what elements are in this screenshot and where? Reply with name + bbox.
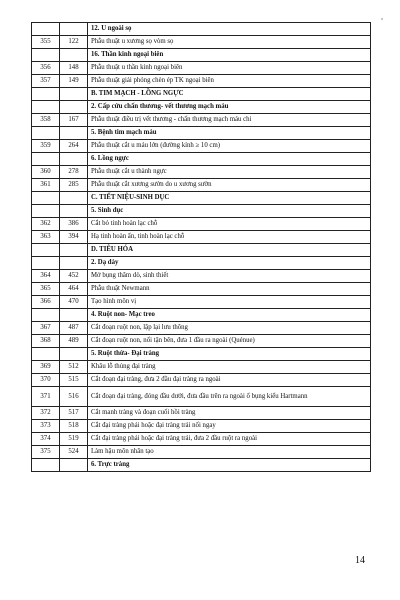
row-number-cell (32, 459, 60, 472)
procedure-name-cell: Làm hậu môn nhân tạo (88, 446, 371, 459)
table-row (32, 361, 371, 374)
section-row (32, 348, 371, 361)
row-number-cell (32, 192, 60, 205)
section-heading-cell: 2. Cấp cứu chấn thương- vết thương mạch máu (88, 101, 371, 114)
section-heading-cell: 4. Ruột non- Mạc treo (88, 309, 371, 322)
procedure-code-cell (60, 348, 88, 361)
row-number-cell: 370 (32, 374, 60, 387)
procedure-table-body (32, 23, 371, 472)
section-row (32, 49, 371, 62)
row-number-cell: 373 (32, 420, 60, 433)
section-heading-cell: 5. Ruột thừa- Đại tràng (88, 348, 371, 361)
procedure-name-cell: Cắt manh tràng và đoạn cuối hồi tràng (88, 407, 371, 420)
procedure-name-cell: Phẫu thuật điều trị vết thương - chấn thương mạch máu chi (88, 114, 371, 127)
procedure-code-cell: 464 (60, 283, 88, 296)
section-heading-cell: 5. Sinh dục (88, 205, 371, 218)
row-number-cell: 365 (32, 283, 60, 296)
procedure-name-cell: Cắt đoạn đại tràng, đưa 2 đầu đại tràng ra ngoài (88, 374, 371, 387)
row-number-cell: 372 (32, 407, 60, 420)
section-heading-cell: C. TIẾT NIỆU-SINH DỤC (88, 192, 371, 205)
procedure-code-cell: 489 (60, 335, 88, 348)
procedure-name-cell: Phẫu thuật u thần kinh ngoại biên (88, 62, 371, 75)
row-number-cell: 362 (32, 218, 60, 231)
row-number-cell (32, 101, 60, 114)
procedure-code-cell: 149 (60, 75, 88, 88)
procedure-code-cell: 517 (60, 407, 88, 420)
procedure-code-cell: 512 (60, 361, 88, 374)
table-row (32, 387, 371, 407)
procedure-code-cell: 278 (60, 166, 88, 179)
procedure-code-cell (60, 49, 88, 62)
row-number-cell: 366 (32, 296, 60, 309)
row-number-cell (32, 348, 60, 361)
procedure-code-cell: 516 (60, 387, 88, 407)
table-row (32, 283, 371, 296)
row-number-cell: 356 (32, 62, 60, 75)
section-heading-cell: 6. Lồng ngực (88, 153, 371, 166)
row-number-cell: 357 (32, 75, 60, 88)
section-row (32, 244, 371, 257)
table-row (32, 322, 371, 335)
row-number-cell: 369 (32, 361, 60, 374)
procedure-name-cell: Mở bụng thăm dò, sinh thiết (88, 270, 371, 283)
row-number-cell (32, 244, 60, 257)
procedure-code-cell (60, 244, 88, 257)
row-number-cell: 364 (32, 270, 60, 283)
section-heading-cell: 2. Dạ dày (88, 257, 371, 270)
section-heading-cell: B. TIM MẠCH - LỒNG NGỰC (88, 88, 371, 101)
section-row (32, 88, 371, 101)
procedure-name-cell: Tạo hình môn vị (88, 296, 371, 309)
procedure-code-cell (60, 23, 88, 36)
page-number: 14 (355, 555, 365, 566)
procedure-code-cell: 148 (60, 62, 88, 75)
table-row (32, 179, 371, 192)
table-row (32, 62, 371, 75)
procedure-code-cell: 470 (60, 296, 88, 309)
section-row (32, 153, 371, 166)
section-heading-cell: 6. Trực tràng (88, 459, 371, 472)
table-row (32, 335, 371, 348)
procedure-name-cell: Phẫu thuật Newmann (88, 283, 371, 296)
row-number-cell: 367 (32, 322, 60, 335)
row-number-cell: 363 (32, 231, 60, 244)
row-number-cell: 361 (32, 179, 60, 192)
row-number-cell (32, 153, 60, 166)
procedure-code-cell: 167 (60, 114, 88, 127)
section-row (32, 257, 371, 270)
procedure-name-cell: Cắt đoạn ruột non, nối tận bên, đưa 1 đầu ra ngoài (Quénue) (88, 335, 371, 348)
row-number-cell (32, 23, 60, 36)
table-row (32, 446, 371, 459)
row-number-cell (32, 127, 60, 140)
table-row (32, 36, 371, 49)
procedure-code-cell: 122 (60, 36, 88, 49)
table-row (32, 296, 371, 309)
procedure-code-cell (60, 459, 88, 472)
procedure-name-cell: Phẫu thuật cắt u máu lớn (đường kính ≥ 10 cm) (88, 140, 371, 153)
procedure-name-cell: Phẫu thuật giải phóng chèn ép TK ngoại biên (88, 75, 371, 88)
row-number-cell: 374 (32, 433, 60, 446)
procedure-code-cell: 519 (60, 433, 88, 446)
procedure-code-cell (60, 127, 88, 140)
table-row (32, 407, 371, 420)
row-number-cell: 371 (32, 387, 60, 407)
section-heading-cell: 16. Thần kinh ngoại biên (88, 49, 371, 62)
section-row (32, 192, 371, 205)
section-row (32, 23, 371, 36)
procedure-code-cell: 386 (60, 218, 88, 231)
section-heading-cell: 5. Bệnh tim mạch máu (88, 127, 371, 140)
procedure-code-cell: 452 (60, 270, 88, 283)
row-number-cell: 375 (32, 446, 60, 459)
procedure-code-cell (60, 153, 88, 166)
row-number-cell (32, 309, 60, 322)
procedure-name-cell: Cắt đại tràng phải hoặc đại tràng trái nối ngay (88, 420, 371, 433)
procedure-code-cell: 518 (60, 420, 88, 433)
table-row (32, 166, 371, 179)
table-row (32, 114, 371, 127)
row-number-cell: 368 (32, 335, 60, 348)
procedure-name-cell: Cắt đoạn đại tràng, đóng đầu dưới, đưa đầu trên ra ngoài ổ bụng kiểu Hartmann (88, 387, 371, 407)
procedure-name-cell: Phẫu thuật cắt xương sườn do u xương sườn (88, 179, 371, 192)
procedure-code-cell (60, 101, 88, 114)
procedure-name-cell: Phẫu thuật u xương sọ vòm sọ (88, 36, 371, 49)
section-row (32, 459, 371, 472)
section-row (32, 127, 371, 140)
procedure-code-cell: 394 (60, 231, 88, 244)
table-row (32, 374, 371, 387)
table-row (32, 433, 371, 446)
procedure-name-cell: Cắt bỏ tinh hoàn lạc chỗ (88, 218, 371, 231)
procedure-name-cell: Cắt đoạn ruột non, lập lại lưu thông (88, 322, 371, 335)
section-row (32, 101, 371, 114)
row-number-cell (32, 88, 60, 101)
row-number-cell: 359 (32, 140, 60, 153)
procedure-code-cell (60, 88, 88, 101)
table-row (32, 75, 371, 88)
section-row (32, 205, 371, 218)
section-row (32, 309, 371, 322)
procedure-code-cell (60, 309, 88, 322)
table-row (32, 218, 371, 231)
row-number-cell: 358 (32, 114, 60, 127)
procedure-code-cell: 524 (60, 446, 88, 459)
table-row (32, 140, 371, 153)
procedure-code-cell (60, 205, 88, 218)
procedure-name-cell: Cắt đại tràng phải hoặc đại tràng trái, đưa 2 đầu ruột ra ngoài (88, 433, 371, 446)
procedure-code-cell (60, 257, 88, 270)
procedure-code-cell: 285 (60, 179, 88, 192)
table-row (32, 420, 371, 433)
procedure-code-cell: 264 (60, 140, 88, 153)
row-number-cell (32, 49, 60, 62)
procedure-name-cell: Hạ tinh hoàn ẩn, tinh hoàn lạc chỗ (88, 231, 371, 244)
row-number-cell: 355 (32, 36, 60, 49)
procedure-name-cell: Phẫu thuật cắt u thành ngực (88, 166, 371, 179)
table-row (32, 270, 371, 283)
page-mark (381, 18, 383, 20)
procedure-code-cell: 515 (60, 374, 88, 387)
procedure-code-cell: 487 (60, 322, 88, 335)
procedure-name-cell: Khâu lỗ thủng đại tràng (88, 361, 371, 374)
row-number-cell (32, 257, 60, 270)
procedure-table (31, 22, 371, 472)
section-heading-cell: 12. U ngoài sọ (88, 23, 371, 36)
procedure-code-cell (60, 192, 88, 205)
row-number-cell (32, 205, 60, 218)
table-row (32, 231, 371, 244)
row-number-cell: 360 (32, 166, 60, 179)
section-heading-cell: D. TIÊU HÓA (88, 244, 371, 257)
